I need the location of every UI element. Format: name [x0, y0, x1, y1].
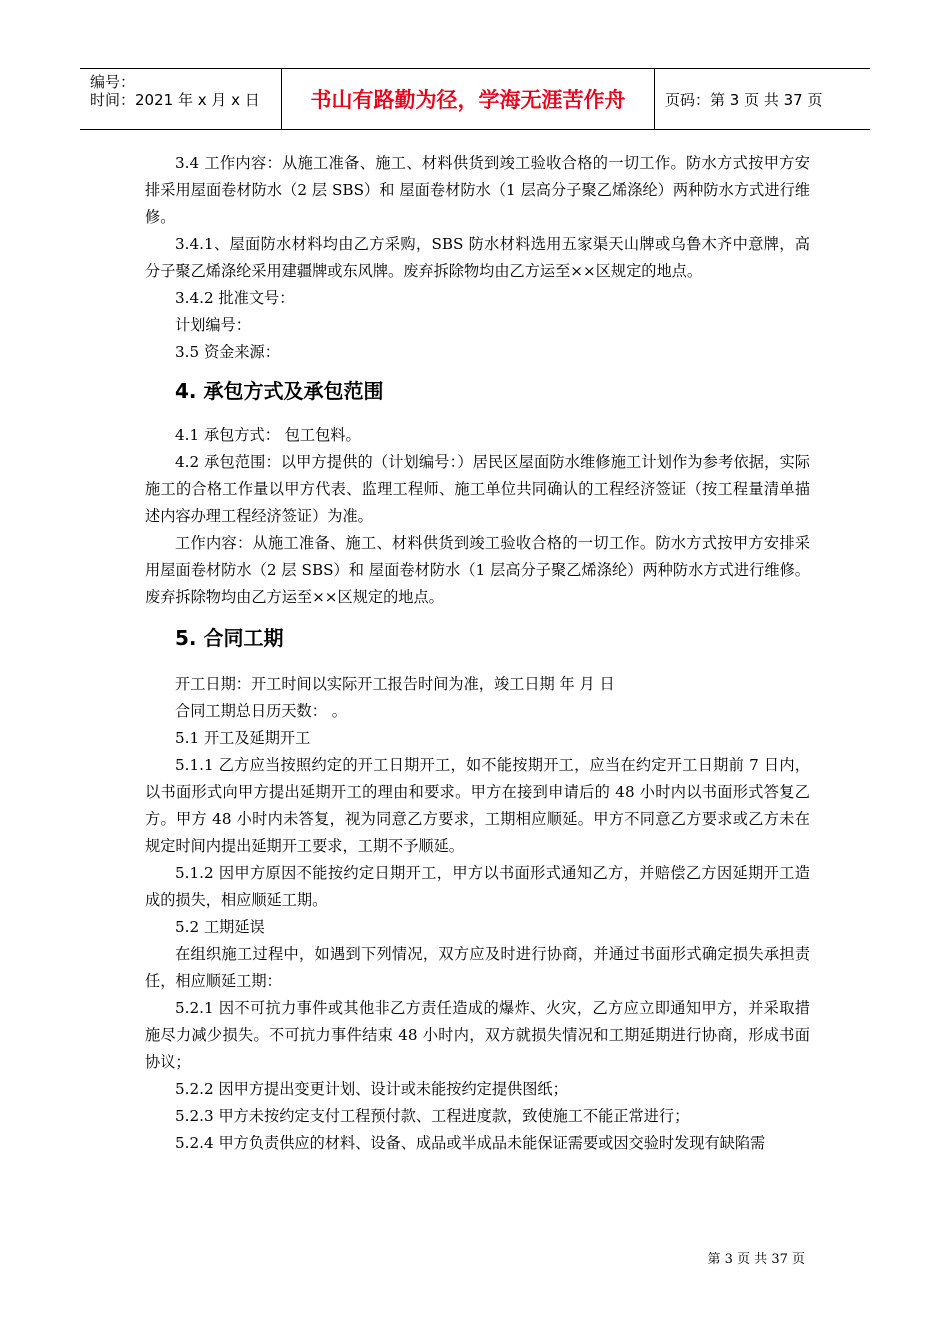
paragraph: 3.4.2 批准文号： [175, 289, 295, 307]
paragraph: 5.1.2 因甲方原因不能按约定日期开工，甲方以书面形式通知乙方，并赔偿乙方因延期开工造成的损失，相应顺延工期。 [145, 864, 810, 909]
paragraph: 3.5 资金来源： [175, 343, 280, 361]
paragraph: 5.1.1 乙方应当按照约定的开工日期开工，如不能按期开工，应当在约定开工日期前 7 日内，以书面形式向甲方提出延期开工的理由和要求。甲方在接到申请后的 48 小时内以书面形式答复乙方。甲方 48 小时内未答复，视为同意乙方要求，工期相应顺延。甲方不同意乙方要求或乙方未在规定时间内提出延期开工要求，工期不予顺延。 [145, 756, 810, 855]
paragraph: 5.2.1 因不可抗力事件或其他非乙方责任造成的爆炸、火灾，乙方应立即通知甲方，并采取措施尽力减少损失。不可抗力事件结束 48 小时内，双方就损失情况和工期延期进行协商，形成书面协议； [145, 999, 810, 1071]
paragraph: 4.1 承包方式： 包工包料。 [175, 426, 361, 444]
page-footer: 第 3 页 共 37 页 [707, 1252, 805, 1267]
paragraph: 开工日期：开工时间以实际开工报告时间为准，竣工日期 年 月 日 [175, 675, 615, 693]
paragraph: 5.1 开工及延期开工 [175, 729, 311, 747]
paragraph: 计划编号： [175, 316, 251, 334]
header-motto: 书山有路勤为径，学海无涯苦作舟 [282, 69, 655, 129]
paragraph: 合同工期总日历天数： 。 [175, 702, 347, 720]
paragraph: 3.4 工作内容：从施工准备、施工、材料供货到竣工验收合格的一切工作。防水方式按甲方安排采用屋面卷材防水（2 层 SBS）和 屋面卷材防水（1 层高分子聚乙烯涤纶）两种防水方式进行维修。 [145, 154, 810, 226]
section-heading: 5. 合同工期 [175, 626, 284, 650]
paragraph: 在组织施工过程中，如遇到下列情况，双方应及时进行协商，并通过书面形式确定损失承担责任，相应顺延工期： [145, 945, 810, 990]
header-page-info: 页码：第 3 页 共 37 页 [665, 91, 823, 109]
paragraph: 工作内容：从施工准备、施工、材料供货到竣工验收合格的一切工作。防水方式按甲方安排采用屋面卷材防水（2 层 SBS）和 屋面卷材防水（1 层高分子聚乙烯涤纶）两种防水方式进行维修。废弃拆除物均由乙方运至××区规定的地点。 [145, 534, 810, 606]
paragraph: 5.2.3 甲方未按约定支付工程预付款、工程进度款，致使施工不能正常进行； [175, 1107, 690, 1125]
page-header [80, 68, 870, 130]
paragraph: 5.2 工期延误 [175, 918, 265, 936]
paragraph: 3.4.1、屋面防水材料均由乙方采购，SBS 防水材料选用五家渠天山牌或乌鲁木齐中意牌，高分子聚乙烯涤纶采用建疆牌或东风牌。废弃拆除物均由乙方运至××区规定的地点。 [145, 235, 810, 280]
document-body [145, 150, 810, 1157]
section-heading: 4. 承包方式及承包范围 [175, 379, 384, 403]
paragraph: 4.2 承包范围：以甲方提供的（计划编号：）居民区屋面防水维修施工计划作为参考依据，实际施工的合格工作量以甲方代表、监理工程师、施工单位共同确认的工程经济签证（按工程量清单描述内容办理工程经济签证）为准。 [145, 453, 810, 525]
paragraph: 5.2.2 因甲方提出变更计划、设计或未能按约定提供图纸； [175, 1080, 568, 1098]
date-label: 时间：2021 年 x 月 x 日 [90, 91, 260, 109]
doc-number-label: 编号： [90, 73, 136, 91]
header-meta [80, 69, 282, 129]
paragraph: 5.2.4 甲方负责供应的材料、设备、成品或半成品未能保证需要或因交验时发现有缺陷需 [175, 1134, 766, 1152]
